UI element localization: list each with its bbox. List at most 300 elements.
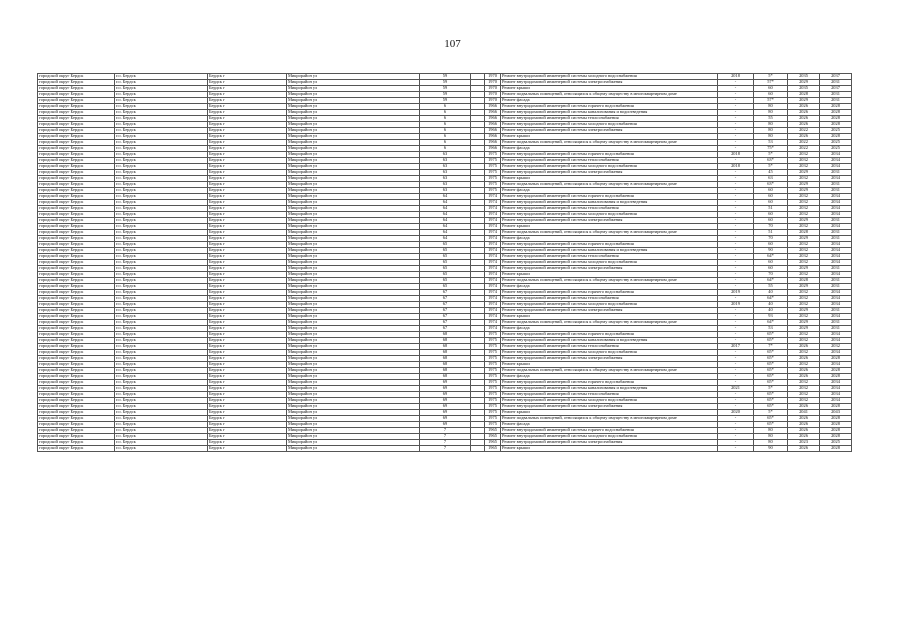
settlement-cell: г.о. Бердск: [115, 368, 208, 374]
plan-start-cell: 2032: [788, 314, 820, 320]
plan-start-cell: 2032: [788, 224, 820, 230]
locality-cell: Бердск г: [208, 158, 287, 164]
street-cell: Микрорайон ул: [287, 338, 420, 344]
work-type-cell: Ремонт внутридомовой инженерной системы теплоснабжения: [501, 392, 718, 398]
plan-end-cell: 2031: [820, 188, 852, 194]
build-year-cell: 1974: [485, 260, 501, 266]
settlement-cell: г.о. Бердск: [115, 200, 208, 206]
street-cell: Микрорайон ул: [287, 128, 420, 134]
plan-end-cell: 2031: [820, 308, 852, 314]
plan-start-cell: 2028: [788, 230, 820, 236]
locality-cell: Бердск г: [208, 92, 287, 98]
plan-start-cell: 2032: [788, 164, 820, 170]
plan-end-cell: 2028: [820, 368, 852, 374]
wear-percent-cell: 65*: [754, 368, 788, 374]
house-number-cell: 64: [420, 230, 471, 236]
locality-cell: Бердск г: [208, 188, 287, 194]
build-year-cell: 1974: [485, 236, 501, 242]
plan-end-cell: 2034: [820, 380, 852, 386]
street-cell: Микрорайон ул: [287, 326, 420, 332]
work-type-cell: Ремонт крыши: [501, 446, 718, 452]
locality-cell: Бердск г: [208, 380, 287, 386]
house-number-cell: 67: [420, 296, 471, 302]
locality-cell: Бердск г: [208, 80, 287, 86]
house-number-cell: 65: [420, 254, 471, 260]
street-cell: Микрорайон ул: [287, 206, 420, 212]
plan-start-cell: 2032: [788, 386, 820, 392]
locality-cell: Бердск г: [208, 278, 287, 284]
wear-percent-cell: 63*: [754, 158, 788, 164]
settlement-cell: г.о. Бердск: [115, 110, 208, 116]
street-cell: Микрорайон ул: [287, 404, 420, 410]
house-number-cell: 7: [420, 440, 471, 446]
house-number-cell: 69: [420, 410, 471, 416]
build-year-cell: 1974: [485, 326, 501, 332]
plan-end-cell: 2031: [820, 92, 852, 98]
build-year-cell: 1974: [485, 218, 501, 224]
street-cell: Микрорайон ул: [287, 386, 420, 392]
settlement-cell: г.о. Бердск: [115, 164, 208, 170]
plan-end-cell: 2037: [820, 74, 852, 80]
municipality-cell: городской округ Бердск: [38, 362, 115, 368]
work-type-cell: Ремонт подвальных помещений, относящихся к общему имуществу в многоквартирном доме: [501, 182, 718, 188]
last-repair-year-cell: -: [718, 254, 754, 260]
build-year-cell: 1966: [485, 122, 501, 128]
house-number-cell: 68: [420, 374, 471, 380]
municipality-cell: городской округ Бердск: [38, 272, 115, 278]
locality-cell: Бердск г: [208, 440, 287, 446]
build-year-cell: 1966: [485, 134, 501, 140]
wear-percent-cell: 60: [754, 200, 788, 206]
locality-cell: Бердск г: [208, 200, 287, 206]
street-cell: Микрорайон ул: [287, 122, 420, 128]
locality-cell: Бердск г: [208, 146, 287, 152]
municipality-cell: городской округ Бердск: [38, 140, 115, 146]
table-row: [38, 446, 852, 452]
plan-start-cell: 2029: [788, 266, 820, 272]
municipality-cell: городской округ Бердск: [38, 344, 115, 350]
locality-cell: Бердск г: [208, 320, 287, 326]
build-year-cell: 1975: [485, 392, 501, 398]
build-year-cell: 1975: [485, 362, 501, 368]
plan-start-cell: 2026: [788, 134, 820, 140]
plan-start-cell: 2028: [788, 92, 820, 98]
street-cell: Микрорайон ул: [287, 302, 420, 308]
wear-percent-cell: 90: [754, 446, 788, 452]
settlement-cell: г.о. Бердск: [115, 176, 208, 182]
house-number-cell: 69: [420, 386, 471, 392]
last-repair-year-cell: -: [718, 392, 754, 398]
plan-end-cell: 2028: [820, 110, 852, 116]
plan-start-cell: 2032: [788, 212, 820, 218]
settlement-cell: г.о. Бердск: [115, 344, 208, 350]
work-type-cell: Ремонт подвальных помещений, относящихся к общему имуществу в многоквартирном доме: [501, 92, 718, 98]
last-repair-year-cell: -: [718, 98, 754, 104]
settlement-cell: г.о. Бердск: [115, 182, 208, 188]
street-cell: Микрорайон ул: [287, 92, 420, 98]
locality-cell: Бердск г: [208, 128, 287, 134]
house-number-cell: 69: [420, 392, 471, 398]
work-type-cell: Ремонт подвальных помещений, относящихся к общему имуществу в многоквартирном доме: [501, 320, 718, 326]
settlement-cell: г.о. Бердск: [115, 74, 208, 80]
last-repair-year-cell: 2019: [718, 290, 754, 296]
last-repair-year-cell: -: [718, 362, 754, 368]
locality-cell: Бердск г: [208, 350, 287, 356]
municipality-cell: городской округ Бердск: [38, 80, 115, 86]
last-repair-year-cell: -: [718, 134, 754, 140]
locality-cell: Бердск г: [208, 212, 287, 218]
municipality-cell: городской округ Бердск: [38, 164, 115, 170]
street-cell: Микрорайон ул: [287, 332, 420, 338]
plan-end-cell: 2034: [820, 362, 852, 368]
last-repair-year-cell: -: [718, 230, 754, 236]
wear-percent-cell: 60: [754, 194, 788, 200]
municipality-cell: городской округ Бердск: [38, 230, 115, 236]
last-repair-year-cell: 2018: [718, 152, 754, 158]
municipality-cell: городской округ Бердск: [38, 110, 115, 116]
wear-percent-cell: 51: [754, 230, 788, 236]
street-cell: Микрорайон ул: [287, 440, 420, 446]
settlement-cell: г.о. Бердск: [115, 140, 208, 146]
plan-start-cell: 2032: [788, 350, 820, 356]
build-year-cell: 1970: [485, 92, 501, 98]
plan-start-cell: 2032: [788, 254, 820, 260]
municipality-cell: городской округ Бердск: [38, 146, 115, 152]
work-type-cell: Ремонт внутридомовой инженерной системы холодного водоснабжения: [501, 74, 718, 80]
work-type-cell: Ремонт внутридомовой инженерной системы электроснабжения: [501, 218, 718, 224]
street-cell: Микрорайон ул: [287, 266, 420, 272]
plan-end-cell: 2031: [820, 230, 852, 236]
plan-end-cell: 2031: [820, 326, 852, 332]
plan-start-cell: 2032: [788, 200, 820, 206]
settlement-cell: г.о. Бердск: [115, 326, 208, 332]
plan-start-cell: 2026: [788, 356, 820, 362]
wear-percent-cell: 5*: [754, 386, 788, 392]
build-year-cell: 1975: [485, 338, 501, 344]
build-year-cell: 1975: [485, 380, 501, 386]
municipality-cell: городской округ Бердск: [38, 428, 115, 434]
street-cell: Микрорайон ул: [287, 116, 420, 122]
house-number-cell: 69: [420, 404, 471, 410]
locality-cell: Бердск г: [208, 218, 287, 224]
plan-end-cell: 2034: [820, 398, 852, 404]
locality-cell: Бердск г: [208, 374, 287, 380]
locality-cell: Бердск г: [208, 116, 287, 122]
wear-percent-cell: 80: [754, 122, 788, 128]
build-year-cell: 1974: [485, 302, 501, 308]
municipality-cell: городской округ Бердск: [38, 200, 115, 206]
street-cell: Микрорайон ул: [287, 176, 420, 182]
plan-start-cell: 2026: [788, 404, 820, 410]
wear-percent-cell: 80: [754, 428, 788, 434]
municipality-cell: городской округ Бердск: [38, 416, 115, 422]
last-repair-year-cell: -: [718, 92, 754, 98]
build-year-cell: 1974: [485, 230, 501, 236]
locality-cell: Бердск г: [208, 176, 287, 182]
house-number-cell: 7: [420, 446, 471, 452]
wear-percent-cell: 65*: [754, 356, 788, 362]
last-repair-year-cell: -: [718, 440, 754, 446]
municipality-cell: городской округ Бердск: [38, 74, 115, 80]
plan-start-cell: 2029: [788, 284, 820, 290]
wear-percent-cell: 70: [754, 224, 788, 230]
build-year-cell: 1974: [485, 266, 501, 272]
plan-end-cell: 2028: [820, 422, 852, 428]
house-number-cell: 64: [420, 224, 471, 230]
settlement-cell: г.о. Бердск: [115, 380, 208, 386]
settlement-cell: г.о. Бердск: [115, 242, 208, 248]
street-cell: Микрорайон ул: [287, 344, 420, 350]
plan-start-cell: 2026: [788, 428, 820, 434]
municipality-cell: городской округ Бердск: [38, 158, 115, 164]
house-number-cell: 6: [420, 140, 471, 146]
work-type-cell: Ремонт крыши: [501, 176, 718, 182]
plan-start-cell: 2026: [788, 374, 820, 380]
locality-cell: Бердск г: [208, 230, 287, 236]
plan-start-cell: 2029: [788, 98, 820, 104]
municipality-cell: городской округ Бердск: [38, 104, 115, 110]
build-year-cell: 1970: [485, 98, 501, 104]
last-repair-year-cell: -: [718, 122, 754, 128]
wear-percent-cell: 55: [754, 116, 788, 122]
street-cell: Микрорайон ул: [287, 134, 420, 140]
house-number-cell: 65: [420, 260, 471, 266]
house-number-cell: 67: [420, 308, 471, 314]
street-cell: Микрорайон ул: [287, 380, 420, 386]
work-type-cell: Ремонт внутридомовой инженерной системы горячего водоснабжения: [501, 290, 718, 296]
municipality-cell: городской округ Бердск: [38, 380, 115, 386]
build-year-cell: 1970: [485, 80, 501, 86]
plan-end-cell: 2031: [820, 218, 852, 224]
build-year-cell: 1975: [485, 422, 501, 428]
locality-cell: Бердск г: [208, 398, 287, 404]
plan-end-cell: 2034: [820, 302, 852, 308]
build-year-cell: 1974: [485, 194, 501, 200]
street-cell: Микрорайон ул: [287, 98, 420, 104]
municipality-cell: городской округ Бердск: [38, 254, 115, 260]
work-type-cell: Ремонт внутридомовой инженерной системы электроснабжения: [501, 266, 718, 272]
house-number-cell: 67: [420, 290, 471, 296]
settlement-cell: г.о. Бердск: [115, 206, 208, 212]
locality-cell: Бердск г: [208, 98, 287, 104]
last-repair-year-cell: -: [718, 206, 754, 212]
plan-end-cell: 2034: [820, 212, 852, 218]
table-body: [38, 74, 852, 452]
wear-percent-cell: 80: [754, 134, 788, 140]
plan-start-cell: 2029: [788, 218, 820, 224]
street-cell: Микрорайон ул: [287, 272, 420, 278]
last-repair-year-cell: 2017: [718, 344, 754, 350]
build-year-cell: 1974: [485, 212, 501, 218]
settlement-cell: г.о. Бердск: [115, 80, 208, 86]
work-type-cell: Ремонт фасада: [501, 146, 718, 152]
street-cell: Микрорайон ул: [287, 422, 420, 428]
wear-percent-cell: 60: [754, 86, 788, 92]
house-number-cell: 59: [420, 80, 471, 86]
build-year-cell: 1966: [485, 128, 501, 134]
plan-start-cell: 2032: [788, 194, 820, 200]
municipality-cell: городской округ Бердск: [38, 356, 115, 362]
house-number-cell: 69: [420, 398, 471, 404]
last-repair-year-cell: -: [718, 158, 754, 164]
build-year-cell: 1966: [485, 146, 501, 152]
street-cell: Микрорайон ул: [287, 230, 420, 236]
settlement-cell: г.о. Бердск: [115, 446, 208, 452]
plan-end-cell: 2028: [820, 104, 852, 110]
street-cell: Микрорайон ул: [287, 320, 420, 326]
house-number-cell: 64: [420, 212, 471, 218]
plan-end-cell: 2037: [820, 86, 852, 92]
locality-cell: Бердск г: [208, 338, 287, 344]
build-year-cell: 1974: [485, 296, 501, 302]
locality-cell: Бердск г: [208, 74, 287, 80]
work-type-cell: Ремонт фасада: [501, 326, 718, 332]
work-type-cell: Ремонт внутридомовой инженерной системы канализования и водоотведения: [501, 248, 718, 254]
plan-end-cell: 2031: [820, 170, 852, 176]
build-year-cell: 1966: [485, 140, 501, 146]
street-cell: Микрорайон ул: [287, 104, 420, 110]
work-type-cell: Ремонт подвальных помещений, относящихся к общему имуществу в многоквартирном доме: [501, 230, 718, 236]
municipality-cell: городской округ Бердск: [38, 236, 115, 242]
plan-start-cell: 2029: [788, 236, 820, 242]
work-type-cell: Ремонт подвальных помещений, относящихся к общему имуществу в многоквартирном доме: [501, 416, 718, 422]
plan-end-cell: 2032: [820, 344, 852, 350]
plan-start-cell: 2041: [788, 410, 820, 416]
build-year-cell: 1975: [485, 164, 501, 170]
plan-start-cell: 2029: [788, 188, 820, 194]
work-type-cell: Ремонт внутридомовой инженерной системы теплоснабжения: [501, 344, 718, 350]
house-number-cell: 63: [420, 152, 471, 158]
last-repair-year-cell: -: [718, 296, 754, 302]
locality-cell: Бердск г: [208, 344, 287, 350]
house-number-cell: 68: [420, 344, 471, 350]
work-type-cell: Ремонт внутридомовой инженерной системы горячего водоснабжения: [501, 152, 718, 158]
build-year-cell: 1974: [485, 200, 501, 206]
last-repair-year-cell: -: [718, 350, 754, 356]
work-type-cell: Ремонт внутридомовой инженерной системы теплоснабжения: [501, 296, 718, 302]
last-repair-year-cell: -: [718, 128, 754, 134]
plan-start-cell: 2026: [788, 446, 820, 452]
work-type-cell: Ремонт внутридомовой инженерной системы теплоснабжения: [501, 206, 718, 212]
street-cell: Микрорайон ул: [287, 308, 420, 314]
plan-end-cell: 2034: [820, 296, 852, 302]
municipality-cell: городской округ Бердск: [38, 374, 115, 380]
last-repair-year-cell: -: [718, 248, 754, 254]
plan-end-cell: 2031: [820, 236, 852, 242]
municipality-cell: городской округ Бердск: [38, 92, 115, 98]
municipality-cell: городской округ Бердск: [38, 332, 115, 338]
page-number: 107: [444, 38, 461, 50]
settlement-cell: г.о. Бердск: [115, 332, 208, 338]
last-repair-year-cell: -: [718, 308, 754, 314]
plan-start-cell: 2032: [788, 176, 820, 182]
wear-percent-cell: 65*: [754, 332, 788, 338]
plan-end-cell: 2034: [820, 152, 852, 158]
house-number-cell: 64: [420, 236, 471, 242]
house-number-cell: 63: [420, 188, 471, 194]
wear-percent-cell: 5*: [754, 74, 788, 80]
wear-percent-cell: 40: [754, 308, 788, 314]
last-repair-year-cell: -: [718, 428, 754, 434]
municipality-cell: городской округ Бердск: [38, 266, 115, 272]
build-year-cell: 1974: [485, 206, 501, 212]
plan-end-cell: 2025: [820, 128, 852, 134]
settlement-cell: г.о. Бердск: [115, 428, 208, 434]
settlement-cell: г.о. Бердск: [115, 122, 208, 128]
house-number-cell: 63: [420, 164, 471, 170]
house-number-cell: 69: [420, 380, 471, 386]
work-type-cell: Ремонт внутридомовой инженерной системы горячего водоснабжения: [501, 194, 718, 200]
street-cell: Микрорайон ул: [287, 314, 420, 320]
locality-cell: Бердск г: [208, 260, 287, 266]
house-number-cell: 65: [420, 284, 471, 290]
work-type-cell: Ремонт внутридомовой инженерной системы электроснабжения: [501, 128, 718, 134]
locality-cell: Бердск г: [208, 296, 287, 302]
settlement-cell: г.о. Бердск: [115, 362, 208, 368]
plan-start-cell: 2032: [788, 158, 820, 164]
last-repair-year-cell: -: [718, 434, 754, 440]
plan-end-cell: 2034: [820, 176, 852, 182]
build-year-cell: 1974: [485, 314, 501, 320]
locality-cell: Бердск г: [208, 422, 287, 428]
settlement-cell: г.о. Бердск: [115, 374, 208, 380]
work-type-cell: Ремонт внутридомовой инженерной системы электроснабжения: [501, 440, 718, 446]
plan-start-cell: 2026: [788, 434, 820, 440]
last-repair-year-cell: -: [718, 380, 754, 386]
plan-end-cell: 2028: [820, 134, 852, 140]
last-repair-year-cell: -: [718, 398, 754, 404]
plan-end-cell: 2028: [820, 404, 852, 410]
street-cell: Микрорайон ул: [287, 356, 420, 362]
wear-percent-cell: 65*: [754, 392, 788, 398]
last-repair-year-cell: -: [718, 326, 754, 332]
municipality-cell: городской округ Бердск: [38, 434, 115, 440]
street-cell: Микрорайон ул: [287, 368, 420, 374]
last-repair-year-cell: -: [718, 284, 754, 290]
house-number-cell: 65: [420, 242, 471, 248]
work-type-cell: Ремонт крыши: [501, 314, 718, 320]
build-year-cell: 1975: [485, 188, 501, 194]
municipality-cell: городской округ Бердск: [38, 206, 115, 212]
wear-percent-cell: 57*: [754, 80, 788, 86]
wear-percent-cell: 64*: [754, 278, 788, 284]
plan-end-cell: 2034: [820, 338, 852, 344]
street-cell: Микрорайон ул: [287, 260, 420, 266]
settlement-cell: г.о. Бердск: [115, 314, 208, 320]
plan-end-cell: 2034: [820, 194, 852, 200]
locality-cell: Бердск г: [208, 428, 287, 434]
work-type-cell: Ремонт внутридомовой инженерной системы холодного водоснабжения: [501, 398, 718, 404]
locality-cell: Бердск г: [208, 170, 287, 176]
plan-start-cell: 2029: [788, 308, 820, 314]
last-repair-year-cell: -: [718, 110, 754, 116]
build-year-cell: 1966: [485, 110, 501, 116]
municipality-cell: городской округ Бердск: [38, 368, 115, 374]
house-number-cell: 69: [420, 422, 471, 428]
plan-start-cell: 2026: [788, 416, 820, 422]
last-repair-year-cell: -: [718, 116, 754, 122]
build-year-cell: 1975: [485, 368, 501, 374]
last-repair-year-cell: -: [718, 104, 754, 110]
last-repair-year-cell: -: [718, 320, 754, 326]
last-repair-year-cell: -: [718, 170, 754, 176]
work-type-cell: Ремонт подвальных помещений, относящихся к общему имуществу в многоквартирном доме: [501, 140, 718, 146]
municipality-cell: городской округ Бердск: [38, 116, 115, 122]
work-type-cell: Ремонт внутридомовой инженерной системы горячего водоснабжения: [501, 428, 718, 434]
plan-start-cell: 2035: [788, 74, 820, 80]
settlement-cell: г.о. Бердск: [115, 422, 208, 428]
street-cell: Микрорайон ул: [287, 254, 420, 260]
